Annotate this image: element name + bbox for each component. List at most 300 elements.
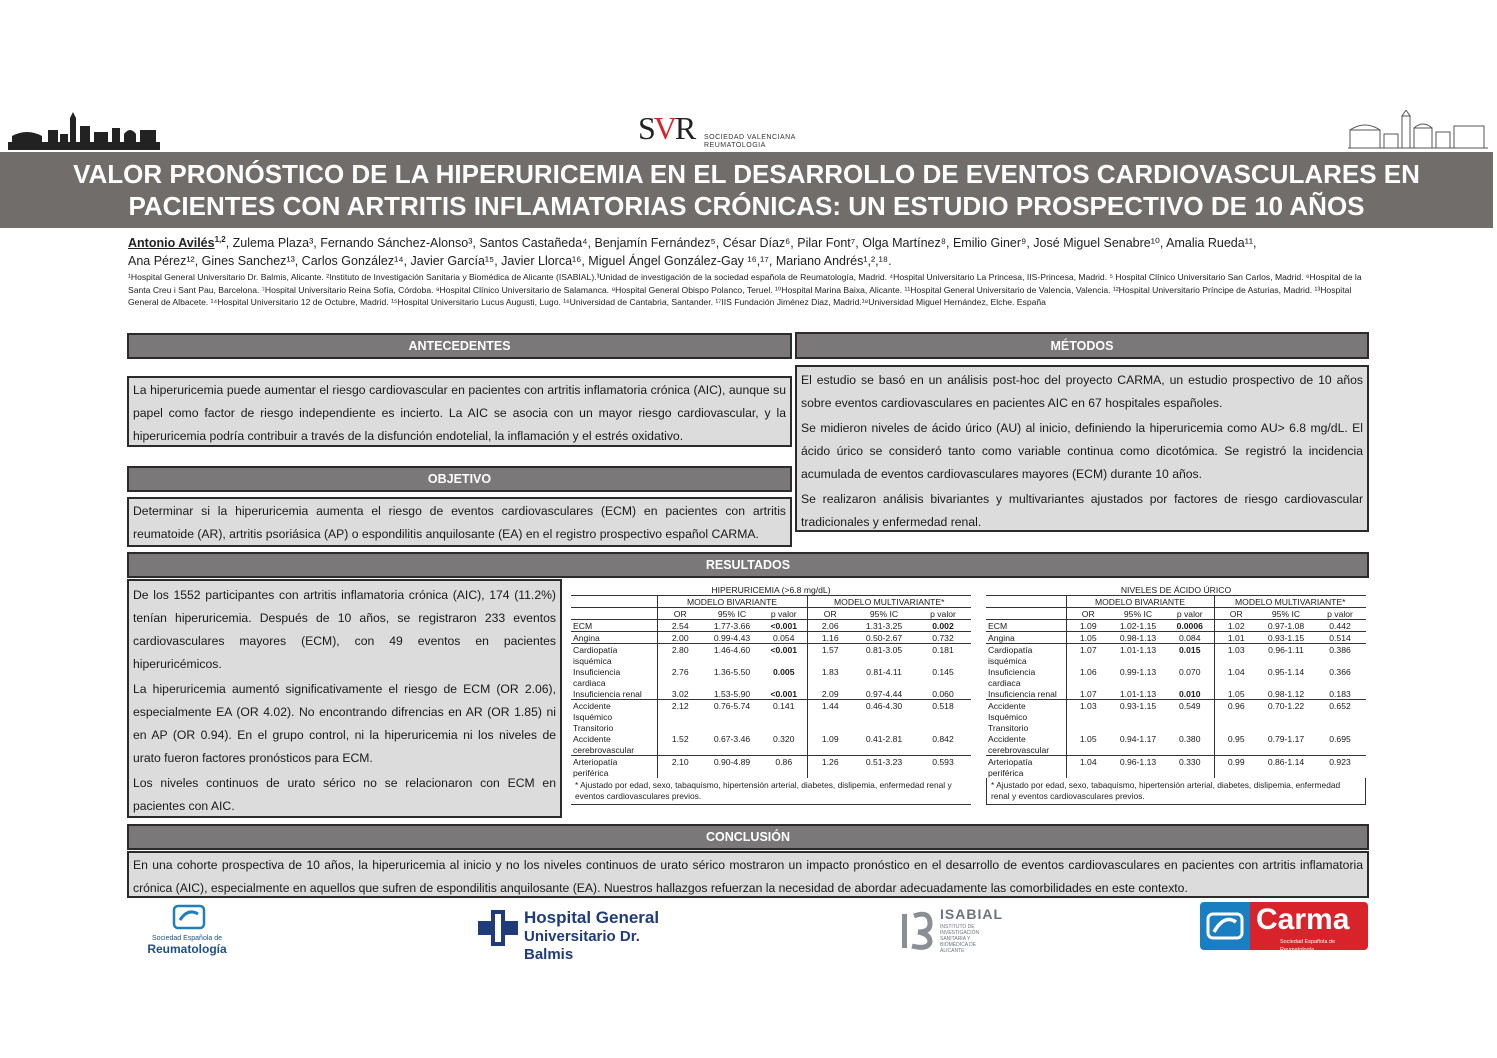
table-column-header: 95% IC bbox=[853, 608, 915, 620]
table-cell bbox=[1314, 744, 1366, 756]
antecedentes-text: La hiperuricemia puede aumentar el riesgo cardiovascular en pacientes con artritis inflamatoria crónica (AIC), aunque su papel como factor de riesgo independiente es incierto. La AIC se asocia con un mayor riesgo cardiovascular, y la hiperuricemia podría contribuir a través de la disfunción endotelial, la inflamación y el estrés oxidativo. bbox=[133, 383, 786, 443]
table-cell: 0.0006 bbox=[1166, 620, 1214, 632]
table-row bbox=[571, 632, 971, 644]
table-cell bbox=[1110, 722, 1166, 733]
svr-logo bbox=[638, 108, 798, 152]
table-row-label: Transitorio bbox=[986, 722, 1066, 733]
table-row-label: Angina bbox=[986, 632, 1066, 644]
resultados-p3: Los niveles continuos de urato sérico no se relacionaron con ECM en pacientes con AIC. bbox=[133, 776, 556, 813]
table-row-label: Accidente bbox=[986, 700, 1066, 712]
table-cell: 0.514 bbox=[1314, 632, 1366, 644]
acido-urico-table-footnote: * Ajustado por edad, sexo, tabaquismo, hipertensión arterial, diabetes, dislipemia, enfermedad renal y eventos cardiovasculares previos. bbox=[986, 778, 1366, 805]
table-row bbox=[571, 644, 971, 656]
hiperuricemia-table-wrap bbox=[571, 584, 971, 805]
table-row-label: cardiaca bbox=[571, 677, 657, 688]
table-cell bbox=[657, 677, 703, 688]
table-cell: 1.05 bbox=[1066, 632, 1110, 644]
table-column-header: OR bbox=[807, 608, 853, 620]
skyline-left-icon bbox=[8, 112, 160, 150]
hiperuricemia-table bbox=[571, 584, 971, 778]
table-cell: 0.442 bbox=[1329, 620, 1351, 631]
table-row bbox=[986, 744, 1366, 756]
table-row bbox=[986, 722, 1366, 733]
table-row-label: Insuficiencia bbox=[986, 666, 1066, 677]
table-cell bbox=[807, 711, 853, 722]
table-cell: 2.76 bbox=[671, 666, 689, 677]
table-row bbox=[986, 632, 1366, 644]
table-cell: 1.01-1.13 bbox=[1119, 688, 1157, 699]
table-cell: 1.26 bbox=[807, 756, 853, 768]
table-cell bbox=[1258, 767, 1314, 778]
carma-logo-name: Carma bbox=[1256, 903, 1350, 936]
table-cell: 0.549 bbox=[1166, 700, 1214, 712]
table-cell bbox=[657, 744, 703, 756]
table-cell: 0.96 bbox=[1214, 700, 1258, 712]
table-cell: 1.04 bbox=[1066, 756, 1110, 768]
table-cell: 1.02-1.15 bbox=[1119, 620, 1157, 631]
table-cell: 0.99 bbox=[1214, 756, 1258, 768]
table-row bbox=[986, 688, 1366, 700]
table-cell: 0.98-1.13 bbox=[1110, 632, 1166, 644]
table-column-header: p valor bbox=[915, 608, 971, 620]
table-cell bbox=[1110, 744, 1166, 756]
antecedentes-box bbox=[127, 376, 792, 447]
objetivo-box bbox=[127, 497, 792, 547]
table-cell: 2.54 bbox=[671, 620, 689, 631]
table-cell: 0.81-4.11 bbox=[866, 666, 902, 677]
table-cell bbox=[1314, 655, 1366, 666]
table-cell: 0.50-2.67 bbox=[853, 632, 915, 644]
table-corner-cell bbox=[571, 608, 657, 620]
table-cell bbox=[853, 677, 915, 688]
poster-title bbox=[0, 152, 1493, 228]
table-row-label: ECM bbox=[986, 620, 1066, 632]
table-cell bbox=[703, 744, 761, 756]
table-cell bbox=[1166, 711, 1214, 722]
table-row bbox=[986, 644, 1366, 656]
table-row bbox=[986, 700, 1366, 712]
table-cell: 0.97-4.44 bbox=[865, 688, 903, 699]
table-cell: 0.181 bbox=[915, 644, 971, 656]
table-cell: 2.80 bbox=[657, 644, 703, 656]
table-cell bbox=[657, 711, 703, 722]
table-cell bbox=[1166, 677, 1214, 688]
table-row bbox=[986, 733, 1366, 744]
table-row bbox=[986, 756, 1366, 768]
table-cell: 0.002 bbox=[932, 620, 954, 631]
poster-title-line2: PACIENTES CON ARTRITIS INFLAMATORIAS CRÓNICAS: UN ESTUDIO PROSPECTIVO DE 10 AÑOS bbox=[128, 191, 1365, 221]
table-row-label: Angina bbox=[571, 632, 657, 644]
table-cell: 0.054 bbox=[761, 632, 807, 644]
table-row-label: ECM bbox=[571, 620, 657, 632]
table-cell bbox=[1066, 744, 1110, 756]
table-cell bbox=[915, 767, 971, 778]
table-cell: 2.06 bbox=[821, 620, 839, 631]
hiperuricemia-table-footnote: * Ajustado por edad, sexo, tabaquismo, hipertensión arterial, diabetes, dislipemia, enfermedad renal y eventos cardiovasculares previos. bbox=[571, 778, 971, 805]
table-cell: 0.518 bbox=[915, 700, 971, 712]
table-group-row bbox=[571, 596, 971, 608]
carma-logo-icon bbox=[1200, 902, 1250, 950]
table-cell bbox=[853, 711, 915, 722]
isabial-logo-name: ISABIAL bbox=[940, 906, 1003, 922]
table-row-label: cardiaca bbox=[986, 677, 1066, 688]
poster-title-line1: VALOR PRONÓSTICO DE LA HIPERURICEMIA EN EL DESARROLLO DE EVENTOS CARDIOVASCULARES EN bbox=[73, 159, 1420, 189]
table-row bbox=[571, 711, 971, 722]
table-cell bbox=[915, 711, 971, 722]
table-cell: 1.31-3.25 bbox=[865, 620, 903, 631]
ser-logo-line1: Sociedad Española de bbox=[151, 935, 223, 942]
table-cell: 1.01-1.13 bbox=[1110, 644, 1166, 656]
table-row bbox=[571, 620, 971, 632]
table-row-label: periférica bbox=[571, 767, 657, 778]
acido-urico-table bbox=[986, 584, 1366, 778]
table-cell: 0.010 bbox=[1166, 688, 1214, 700]
table-cell bbox=[657, 767, 703, 778]
table-column-header-row bbox=[986, 608, 1366, 620]
table-row bbox=[571, 756, 971, 768]
table-cell: <0.001 bbox=[761, 620, 807, 632]
conclusion-box bbox=[127, 851, 1369, 898]
table-cell bbox=[1110, 711, 1166, 722]
table-cell: 2.12 bbox=[657, 700, 703, 712]
table-cell bbox=[1214, 722, 1258, 733]
table-cell: 1.06 bbox=[1079, 666, 1097, 677]
table-cell: 1.09 bbox=[1079, 620, 1097, 631]
table-cell: 1.16 bbox=[807, 632, 853, 644]
table-cell: 0.97-1.08 bbox=[1267, 620, 1305, 631]
table-title-row bbox=[986, 584, 1366, 596]
table-column-header: p valor bbox=[761, 608, 807, 620]
table-cell: 0.923 bbox=[1314, 756, 1366, 768]
svr-logo-text: SOCIEDAD VALENCIANA REUMATOLOGIA bbox=[704, 134, 796, 149]
table-cell: 3.02 bbox=[671, 688, 689, 699]
table-cell bbox=[1214, 655, 1258, 666]
table-cell: 1.77-3.66 bbox=[713, 620, 751, 631]
table-cell: 1.02 bbox=[1227, 620, 1245, 631]
table-cell bbox=[703, 655, 761, 666]
table-cell bbox=[1214, 677, 1258, 688]
table-cell bbox=[703, 677, 761, 688]
antecedentes-heading: ANTECEDENTES bbox=[127, 333, 792, 359]
table-cell: 0.51-3.23 bbox=[853, 756, 915, 768]
table-cell: 0.070 bbox=[1166, 666, 1214, 677]
table-row bbox=[986, 655, 1366, 666]
table-row-label: cerebrovascular bbox=[986, 744, 1066, 756]
table-cell: 0.084 bbox=[1166, 632, 1214, 644]
table-cell: 1.09 bbox=[821, 733, 839, 744]
table-cell: 0.366 bbox=[1329, 666, 1351, 677]
table-cell: 1.04 bbox=[1227, 666, 1245, 677]
authors bbox=[128, 231, 1368, 270]
table-group-multivariante: MODELO MULTIVARIANTE* bbox=[1214, 596, 1366, 608]
metodos-p3: Se realizaron análisis bivariantes y multivariantes ajustados por factores de riesgo cardiovascular tradicionales y enfermedad renal. bbox=[801, 492, 1363, 529]
table-cell bbox=[1166, 744, 1214, 756]
table-cell: 0.79-1.17 bbox=[1267, 733, 1305, 744]
table-cell bbox=[1066, 655, 1110, 666]
table-cell: 1.57 bbox=[807, 644, 853, 656]
table-cell bbox=[915, 722, 971, 733]
table-cell: 0.695 bbox=[1329, 733, 1351, 744]
table-corner-cell bbox=[571, 596, 657, 608]
table-cell: 1.44 bbox=[807, 700, 853, 712]
table-title: HIPERURICEMIA (>6.8 mg/dL) bbox=[571, 584, 971, 596]
table-cell: 0.060 bbox=[932, 688, 954, 699]
table-title-row bbox=[571, 584, 971, 596]
skyline-right-icon bbox=[1348, 110, 1488, 150]
table-row-label: Accidente bbox=[571, 700, 657, 712]
conclusion-heading: CONCLUSIÓN bbox=[127, 824, 1369, 850]
table-cell bbox=[1214, 711, 1258, 722]
table-group-bivariante: MODELO BIVARIANTE bbox=[1066, 596, 1214, 608]
table-cell bbox=[761, 711, 807, 722]
table-row-label: Isquémico bbox=[571, 711, 657, 722]
table-row-label: Cardiopatía bbox=[986, 644, 1066, 656]
table-row bbox=[986, 677, 1366, 688]
metodos-p2: Se midieron niveles de ácido úrico (AU) al inicio, definiendo la hiperuricemia como AU> 6.8 mg/dL. El ácido úrico se consideró tanto como variable continua como dicotómica. Se registró la incidencia acumulada de eventos cardiovasculares mayores (ECM) durante 10 años. bbox=[801, 421, 1363, 481]
authors-line2: Ana Pérez¹², Gines Sanchez¹³, Carlos González¹⁴, Javier García¹⁵, Javier Llorca¹⁶, Miguel Ángel González-Gay ¹⁶,¹⁷, Mariano Andrés¹,²,¹⁸. bbox=[128, 254, 892, 269]
table-column-header: p valor bbox=[1314, 608, 1366, 620]
table-cell: 0.76-5.74 bbox=[703, 700, 761, 712]
table-cell bbox=[1258, 744, 1314, 756]
table-cell bbox=[853, 767, 915, 778]
table-cell: 0.015 bbox=[1166, 644, 1214, 656]
table-cell: 0.386 bbox=[1314, 644, 1366, 656]
table-cell: 0.93-1.15 bbox=[1258, 632, 1314, 644]
table-cell bbox=[1110, 677, 1166, 688]
table-cell: 0.95 bbox=[1227, 733, 1245, 744]
table-cell: 0.380 bbox=[1166, 733, 1214, 744]
table-cell bbox=[1214, 767, 1258, 778]
table-row bbox=[571, 733, 971, 744]
ser-logo-icon bbox=[140, 904, 234, 930]
first-author: Antonio Avilés bbox=[128, 236, 215, 251]
table-cell: 0.96-1.11 bbox=[1258, 644, 1314, 656]
table-cell: 1.05 bbox=[1079, 733, 1097, 744]
table-cell: 0.41-2.81 bbox=[865, 733, 903, 744]
table-row-label: Arteriopatía bbox=[571, 756, 657, 768]
conclusion-text: En una cohorte prospectiva de 10 años, la hiperuricemia al inicio y no los niveles continuos de urato sérico mostraron un impacto pronóstico en el desarrollo de eventos cardiovasculares en pacientes con artritis inflamatoria crónica (AIC), especialmente en aquellos que sufren de espondilitis anquilosante (EA). Nuestros hallazgos refuerzan la necesidad de abordar adecuadamente las comorbilidades en este contexto. bbox=[133, 858, 1363, 895]
table-row-label: isquémica bbox=[571, 655, 657, 666]
table-cell bbox=[761, 744, 807, 756]
carma-logo-band bbox=[1250, 902, 1368, 953]
table-cell bbox=[761, 677, 807, 688]
table-cell bbox=[703, 722, 761, 733]
table-cell: 0.90-4.89 bbox=[703, 756, 761, 768]
table-row bbox=[571, 666, 971, 677]
table-row-label: Insuficiencia renal bbox=[986, 688, 1066, 700]
table-cell: <0.001 bbox=[761, 644, 807, 656]
table-cell bbox=[853, 655, 915, 666]
hgud-logo-line1: Hospital General bbox=[524, 908, 660, 927]
table-column-header: OR bbox=[1214, 608, 1258, 620]
table-cell: 0.652 bbox=[1314, 700, 1366, 712]
table-cell bbox=[1314, 677, 1366, 688]
authors-line1: , Zulema Plaza³, Fernando Sánchez-Alonso³, Santos Castañeda⁴, Benjamín Fernández⁵, César Díaz⁶, Pilar Font⁷, Olga Martínez⁸, Emilio Giner⁹, José Miguel Senabre¹⁰, Amalia Rueda¹¹, bbox=[225, 236, 1257, 251]
hgud-logo-line2: Universitario Dr. Balmis bbox=[524, 928, 640, 963]
table-cell bbox=[657, 722, 703, 733]
carma-logo bbox=[1200, 902, 1368, 953]
table-column-header: OR bbox=[1066, 608, 1110, 620]
table-column-header: p valor bbox=[1166, 608, 1214, 620]
table-cell: 0.96-1.13 bbox=[1110, 756, 1166, 768]
metodos-box bbox=[795, 365, 1369, 532]
table-cell: 2.00 bbox=[657, 632, 703, 644]
table-row-label: Accidente bbox=[571, 733, 657, 744]
table-row-label: Isquémico bbox=[986, 711, 1066, 722]
table-cell: 1.05 bbox=[1227, 688, 1245, 699]
table-cell bbox=[761, 722, 807, 733]
table-cell: 0.81-3.05 bbox=[853, 644, 915, 656]
table-cell bbox=[1066, 722, 1110, 733]
table-cell bbox=[1110, 767, 1166, 778]
objetivo-heading: OBJETIVO bbox=[127, 466, 792, 492]
table-cell bbox=[1066, 677, 1110, 688]
hospital-cross-icon bbox=[478, 910, 518, 946]
table-cell: 1.03 bbox=[1066, 700, 1110, 712]
svr-logo-mark: SVR bbox=[638, 110, 695, 146]
table-row-label: Insuficiencia renal bbox=[571, 688, 657, 700]
table-column-header: 95% IC bbox=[1110, 608, 1166, 620]
table-cell: 2.09 bbox=[821, 688, 839, 699]
table-row bbox=[571, 767, 971, 778]
table-cell bbox=[807, 744, 853, 756]
table-cell bbox=[1258, 722, 1314, 733]
table-cell bbox=[915, 655, 971, 666]
carma-logo-mark bbox=[1200, 902, 1250, 950]
table-cell: 1.01 bbox=[1214, 632, 1258, 644]
table-row bbox=[571, 677, 971, 688]
table-cell: 0.732 bbox=[915, 632, 971, 644]
resultados-heading: RESULTADOS bbox=[127, 552, 1369, 578]
table-row bbox=[986, 620, 1366, 632]
table-row-label: Accidente bbox=[986, 733, 1066, 744]
table-row bbox=[986, 767, 1366, 778]
affiliations: ¹Hospital General Universitario Dr. Balmis, Alicante. ²Instituto de Investigación Sanitaria y Biomédica de Alicante (ISABIAL).³Unidad de investigación de la sociedad española de Reumatología, Madrid. ⁴Hospital Universitario La Princesa, IIS-Princesa, Madrid. ⁵ Hospital Clínico Universitario San Carlos, Madrid. ⁶Hospital de la Santa Creu i Sant Pau, Barcelona. ⁷Hospital Universitario Reina Sofía, Córdoba. ⁸Hospital Clínico Universitario de Salamanca. ⁹Hospital General Obispo Polanco, Teruel. ¹⁰Hospital Marina Baixa, Alicante. ¹¹Hospital General Universitario de Valencia, Valencia. ¹²Hospital Universitario Príncipe de Asturias, Madrid. ¹³Hospital General de Albacete. ¹⁴Hospital Universitario 12 de Octubre, Madrid. ¹⁵Hospital Universitario Lucus Augusti, Lugo. ¹⁶Universidad de Cantabria, Santander. ¹⁷IIS Fundación Jiménez Diaz, Madrid.¹⁸Universidad Miguel Hernández, Elche. España bbox=[128, 272, 1362, 308]
table-row-label: Arteriopatía bbox=[986, 756, 1066, 768]
table-cell bbox=[1110, 655, 1166, 666]
table-row bbox=[571, 655, 971, 666]
metodos-p1: El estudio se basó en un análisis post-hoc del proyecto CARMA, un estudio prospectivo de 10 años sobre eventos cardiovasculares en pacientes AIC en 67 hospitales españoles. bbox=[801, 373, 1363, 410]
table-row-label: periférica bbox=[986, 767, 1066, 778]
table-row bbox=[571, 722, 971, 733]
table-cell: 0.99-1.13 bbox=[1119, 666, 1157, 677]
table-cell bbox=[807, 655, 853, 666]
table-cell bbox=[761, 767, 807, 778]
table-cell: 0.93-1.15 bbox=[1110, 700, 1166, 712]
table-cell bbox=[1066, 767, 1110, 778]
table-row-label: isquémica bbox=[986, 655, 1066, 666]
table-row-label: cerebrovascular bbox=[571, 744, 657, 756]
table-cell: 0.46-4.30 bbox=[853, 700, 915, 712]
table-cell bbox=[1166, 767, 1214, 778]
table-column-header-row bbox=[571, 608, 971, 620]
table-cell: 0.005 bbox=[761, 666, 807, 677]
table-cell bbox=[657, 655, 703, 666]
table-cell: 0.67-3.46 bbox=[713, 733, 751, 744]
table-cell: 0.593 bbox=[915, 756, 971, 768]
table-corner-cell bbox=[986, 596, 1066, 608]
table-row bbox=[571, 688, 971, 700]
table-cell bbox=[1258, 655, 1314, 666]
metodos-heading: MÉTODOS bbox=[795, 332, 1369, 359]
table-cell: 1.07 bbox=[1066, 644, 1110, 656]
table-cell: 2.10 bbox=[657, 756, 703, 768]
hgud-logo bbox=[478, 906, 668, 963]
table-cell: 0.141 bbox=[761, 700, 807, 712]
table-cell bbox=[1166, 722, 1214, 733]
table-cell bbox=[807, 767, 853, 778]
table-cell: 0.145 bbox=[932, 666, 954, 677]
table-cell bbox=[853, 722, 915, 733]
first-author-sup: 1,2 bbox=[214, 235, 226, 244]
table-column-header: OR bbox=[657, 608, 703, 620]
table-corner-cell bbox=[986, 608, 1066, 620]
isabial-logo bbox=[900, 904, 1003, 954]
table-cell: 0.99-4.43 bbox=[703, 632, 761, 644]
table-cell: 1.83 bbox=[821, 666, 839, 677]
table-cell: 0.86 bbox=[761, 756, 807, 768]
table-cell bbox=[915, 744, 971, 756]
table-row-label: Cardiopatía bbox=[571, 644, 657, 656]
table-row bbox=[571, 700, 971, 712]
table-cell: <0.001 bbox=[761, 688, 807, 700]
carma-logo-sub: Sociedad Española de Reumatología bbox=[1280, 939, 1336, 953]
table-cell: 0.320 bbox=[761, 733, 807, 744]
table-cell bbox=[1258, 711, 1314, 722]
table-cell: 0.94-1.17 bbox=[1119, 733, 1157, 744]
table-cell: 0.98-1.12 bbox=[1267, 688, 1305, 699]
isabial-logo-icon bbox=[900, 906, 934, 950]
table-cell: 0.86-1.14 bbox=[1258, 756, 1314, 768]
ser-logo-line2: Reumatología bbox=[147, 942, 227, 956]
objetivo-text: Determinar si la hiperuricemia aumenta el riesgo de eventos cardiovasculares (ECM) en pacientes con artritis reumatoide (AR), artritis psoriásica (AP) o espondilitis anquilosante (EA) en el registro prospectivo español CARMA. bbox=[133, 504, 786, 541]
resultados-p1: De los 1552 participantes con artritis inflamatoria crónica (AIC), 174 (11.2%) tenían hiperuricemia. Después de 10 años, se registraron 233 eventos cardiovasculares mayores (ECM), con 49 eventos en pacientes hiperuricémicos. bbox=[133, 588, 556, 671]
table-group-multivariante: MODELO MULTIVARIANTE* bbox=[807, 596, 971, 608]
table-cell: 1.53-5.90 bbox=[713, 688, 751, 699]
table-cell bbox=[1314, 711, 1366, 722]
table-cell: 0.95-1.14 bbox=[1267, 666, 1305, 677]
table-cell bbox=[703, 711, 761, 722]
table-cell: 1.52 bbox=[671, 733, 689, 744]
resultados-box bbox=[127, 579, 562, 818]
ser-logo bbox=[140, 904, 234, 954]
isabial-logo-sub: INSTITUTO DE INVESTIGACIÓN SANITARIA Y BIOMÉDICA DE ALICANTE bbox=[940, 924, 980, 954]
table-column-header: 95% IC bbox=[703, 608, 761, 620]
table-cell: 0.842 bbox=[932, 733, 954, 744]
table-cell bbox=[1314, 767, 1366, 778]
table-row bbox=[986, 711, 1366, 722]
table-cell bbox=[1214, 744, 1258, 756]
table-cell: 1.07 bbox=[1079, 688, 1097, 699]
table-cell: 1.03 bbox=[1214, 644, 1258, 656]
table-cell: 1.36-5.50 bbox=[713, 666, 751, 677]
resultados-p2: La hiperuricemia aumentó significativamente el riesgo de ECM (OR 2.06), especialmente EA (OR 4.02). No encontrando difrencias en AR (OR 1.85) ni en AP (OR 0.94). En el grupo control, ni la hiperuricemia ni los niveles de urato fueron factores pronósticos para ECM. bbox=[133, 682, 556, 765]
table-cell bbox=[761, 655, 807, 666]
table-cell bbox=[1166, 655, 1214, 666]
table-cell: 0.330 bbox=[1166, 756, 1214, 768]
table-cell bbox=[853, 744, 915, 756]
table-cell bbox=[807, 722, 853, 733]
table-cell bbox=[915, 677, 971, 688]
table-column-header: 95% IC bbox=[1258, 608, 1314, 620]
table-group-bivariante: MODELO BIVARIANTE bbox=[657, 596, 807, 608]
table-title: NIVELES DE ÁCIDO ÚRICO bbox=[986, 584, 1366, 596]
table-group-row bbox=[986, 596, 1366, 608]
table-cell: 0.70-1.22 bbox=[1258, 700, 1314, 712]
table-cell bbox=[1258, 677, 1314, 688]
table-cell bbox=[1314, 722, 1366, 733]
table-row bbox=[571, 744, 971, 756]
